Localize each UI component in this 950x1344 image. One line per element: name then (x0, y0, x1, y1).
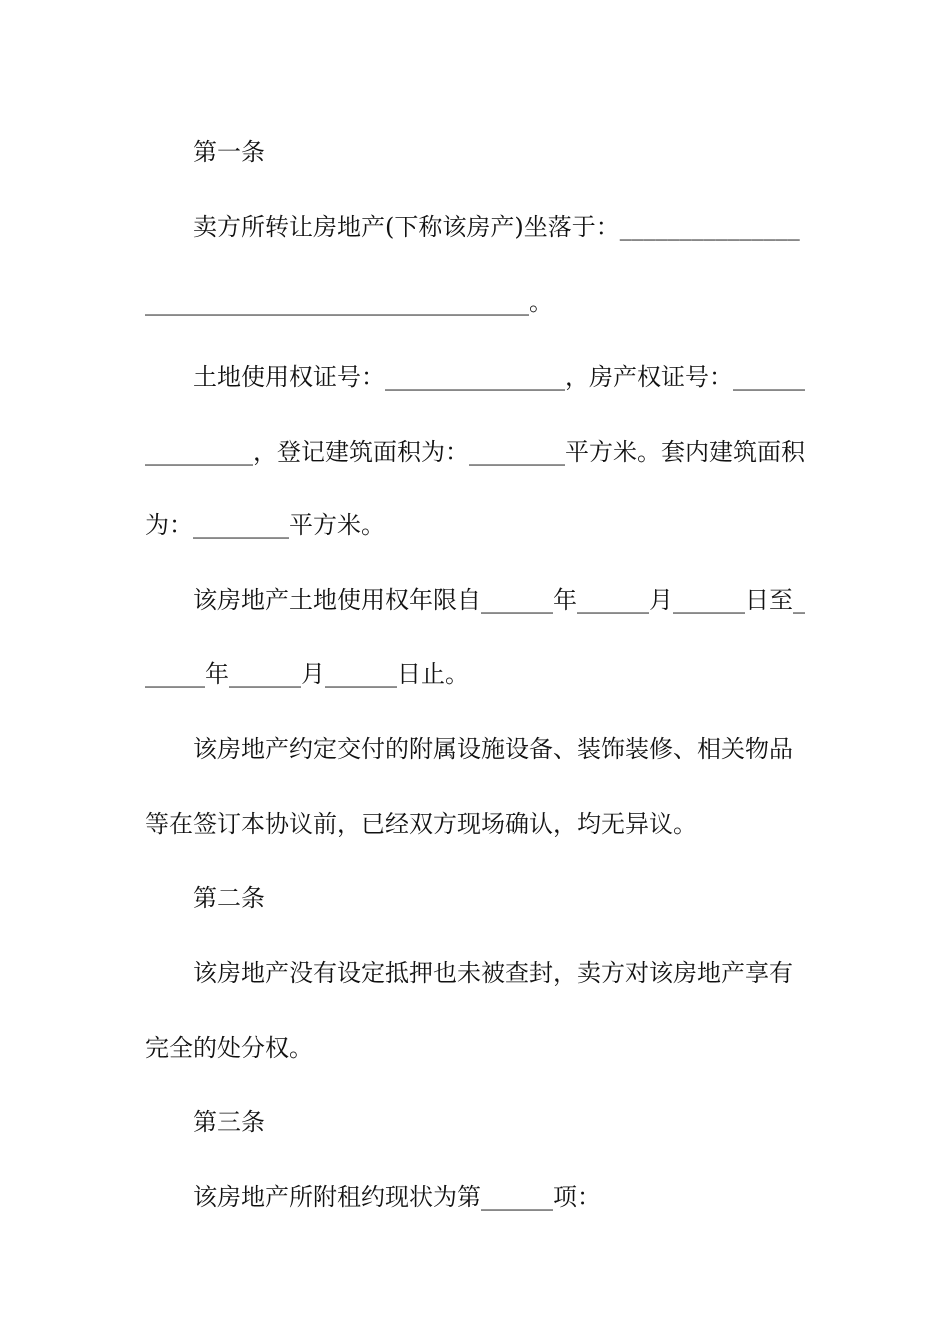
no-mortgage-continuation: 完全的处分权。 (145, 1034, 313, 1062)
property-location-line: 卖方所转让房地产(下称该房产)坐落于：_______________ (193, 213, 800, 241)
inner-area-line: 为：________平方米。 (145, 511, 385, 539)
fixtures-continuation: 等在签订本协议前，已经双方现场确认，均无异议。 (145, 810, 697, 838)
article-1-heading: 第一条 (193, 138, 265, 166)
article-2-heading: 第二条 (193, 884, 265, 912)
land-use-term-continuation: _____年______月______日止。 (145, 660, 469, 688)
property-location-continuation: ________________________________。 (145, 288, 553, 316)
lease-status-line: 该房地产所附租约现状为第______项： (193, 1183, 601, 1211)
fixtures-line: 该房地产约定交付的附属设施设备、装饰装修、相关物品 (193, 735, 793, 763)
article-3-heading: 第三条 (193, 1108, 265, 1136)
floor-area-line: _________，登记建筑面积为：________平方米。套内建筑面积 (145, 438, 805, 466)
land-use-term-line: 该房地产土地使用权年限自______年______月______日至_ (193, 586, 805, 614)
certificate-numbers-line: 土地使用权证号：_______________，房产权证号：______ (193, 363, 805, 391)
no-mortgage-line: 该房地产没有设定抵押也未被查封，卖方对该房地产享有 (193, 959, 793, 987)
